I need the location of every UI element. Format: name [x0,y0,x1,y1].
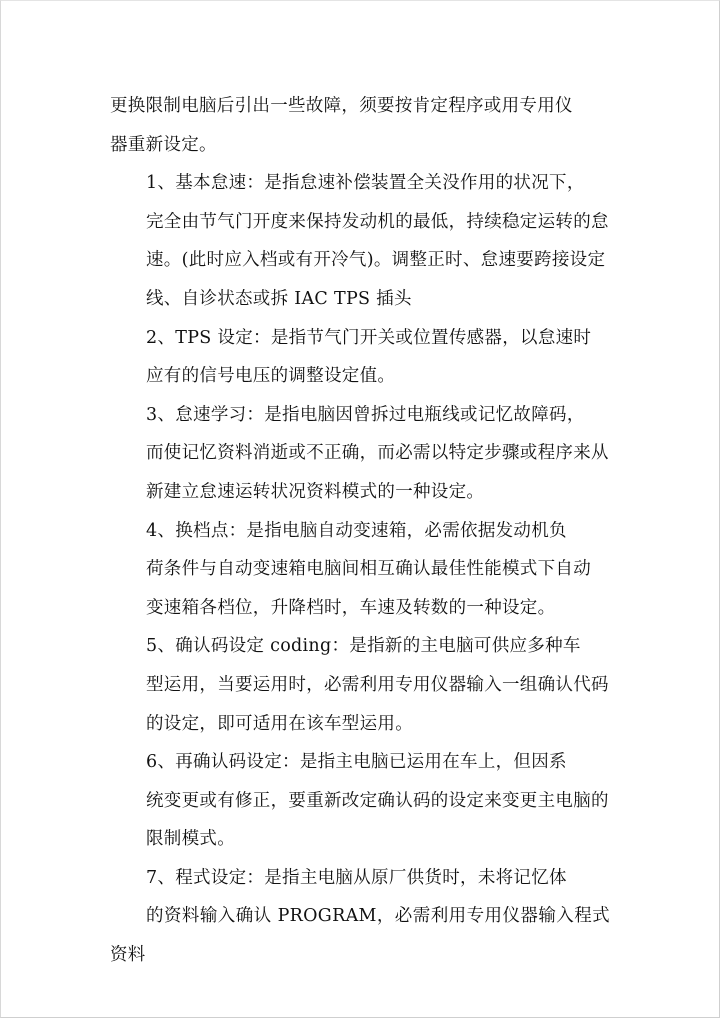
paragraph-program-setting [110,859,610,975]
document-body [110,87,610,975]
text-line: 而使记忆资料消逝或不正确，而必需以特定步骤或程序来从 [146,443,609,464]
paragraph-basic-idle [110,164,610,318]
paragraph-tps-setting [110,319,610,396]
paragraph-recoding [110,743,610,859]
text-line: 的资料输入确认 PROGRAM，必需利用专用仪器输入程式资料 [110,906,610,966]
text-line: 完全由节气门开度来保持发动机的最低，持续稳定运转的怠 [146,211,609,232]
text-line: 更换限制电脑后引出一些故障，须要按肯定程序或用专用仪 [110,96,573,116]
text-line: 的设定，即可适用在该车型运用。 [146,713,413,734]
text-line: 型运用，当要运用时，必需利用专用仪器输入一组确认代码 [146,674,609,695]
text-line: 变速箱各档位，升降档时，车速及转数的一种设定。 [146,597,556,618]
text-line: 线、自诊状态或拆 IAC TPS 插头 [146,288,412,309]
text-line: 新建立怠速运转状况资料模式的一种设定。 [146,481,485,502]
text-line: 2、TPS 设定：是指节气门开关或位置传感器，以怠速时 [146,327,592,348]
paragraph-intro [110,87,610,164]
text-line: 统变更或有修正，要重新改定确认码的设定来变更主电脑的 [146,790,609,811]
text-line: 5、确认码设定 coding：是指新的主电脑可供应多种车 [146,636,581,657]
text-line: 1、基本怠速：是指怠速补偿装置全关没作用的状况下， [146,173,585,194]
text-line: 限制模式。 [146,829,235,850]
text-line: 6、再确认码设定：是指主电脑已运用在车上，但因系 [146,752,567,773]
text-line: 应有的信号电压的调整设定值。 [146,366,396,387]
paragraph-coding [110,627,610,743]
text-line: 速。(此时应入档或有开冷气)。调整正时、怠速要跨接设定 [146,250,606,271]
text-line: 7、程式设定：是指主电脑从原厂供货时，未将记忆体 [146,867,567,888]
text-line: 4、换档点：是指电脑自动变速箱，必需依据发动机负 [146,520,567,541]
paragraph-idle-learning [110,396,610,512]
text-line: 荷条件与自动变速箱电脑间相互确认最佳性能模式下自动 [146,559,591,580]
text-line: 3、怠速学习：是指电脑因曾拆过电瓶线或记忆故障码， [146,404,585,425]
paragraph-shift-point [110,512,610,628]
text-line: 器重新设定。 [110,134,217,155]
